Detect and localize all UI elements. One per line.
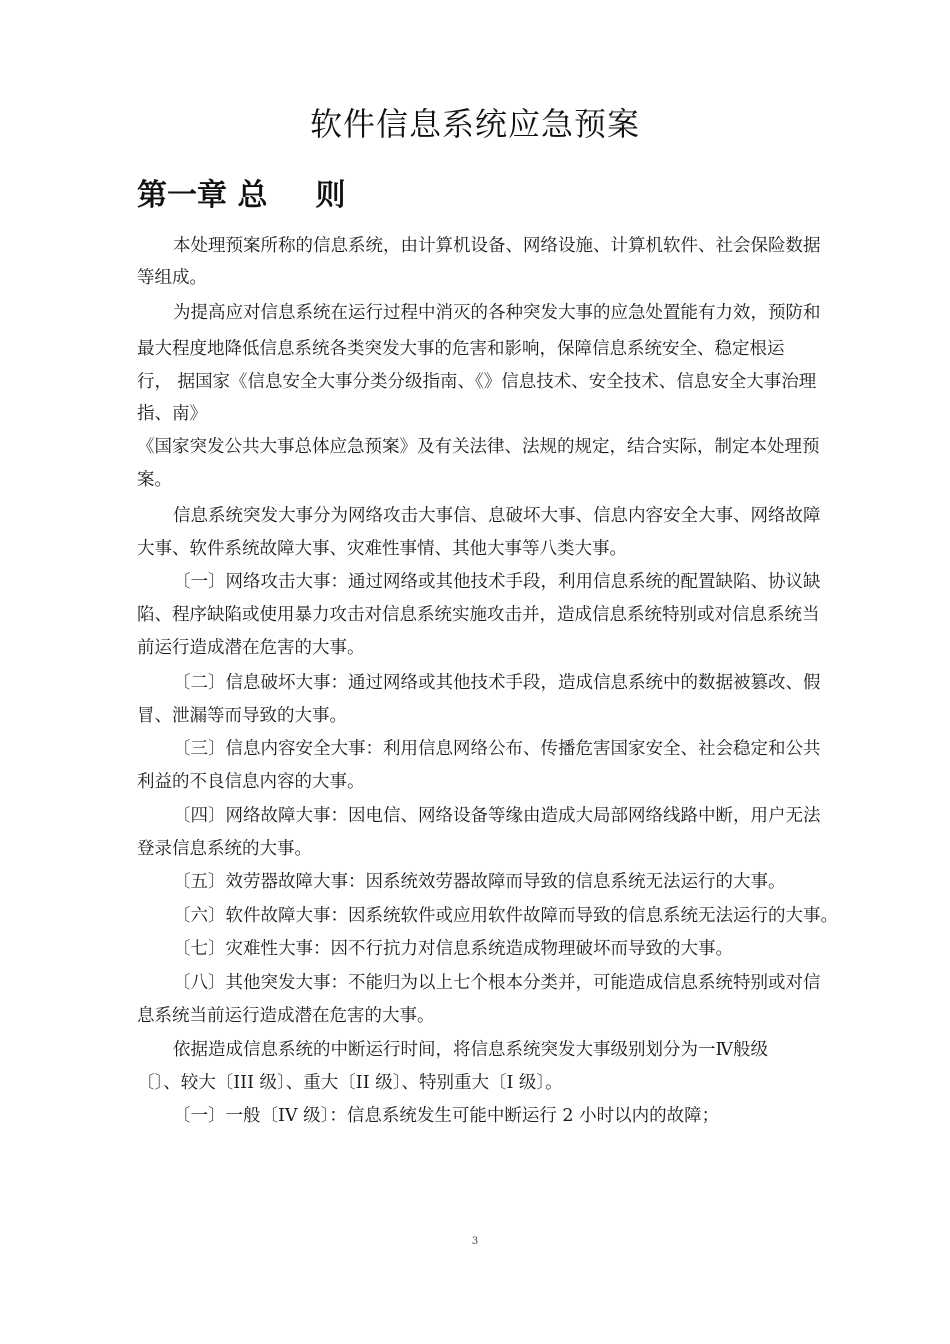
- body-line: 〔一〕一般〔IV 级〕：信息系统发生可能中断运行 2 小时以内的故障；: [173, 1106, 720, 1126]
- body-line: 《国家突发公共大事总体应急预案》及有关法律、法规的规定，结合实际，制定本处理预: [137, 437, 820, 457]
- document-title: 软件信息系统应急预案: [309, 105, 640, 143]
- body-line: 〔六〕软件故障大事：因系统软件或应用软件故障而导致的信息系统无法运行的大事。: [173, 906, 838, 926]
- body-line: 冒、泄漏等而导致的大事。: [137, 706, 347, 726]
- body-line: 大事、软件系统故障大事、灾难性事情、其他大事等八类大事。: [137, 539, 627, 559]
- body-line: 案。: [137, 470, 172, 490]
- body-line: 利益的不良信息内容的大事。: [137, 772, 365, 792]
- page-number: 3: [471, 1236, 479, 1247]
- body-line: 〔八〕其他突发大事：不能归为以上七个根本分类并，可能造成信息系统特别或对信: [173, 973, 821, 993]
- body-line: 〔一〕网络攻击大事：通过网络或其他技术手段，利用信息系统的配置缺陷、协议缺: [173, 572, 821, 592]
- body-line: 行， 据国家《信息安全大事分类分级指南、《》信息技术、安全技术、信息安全大事治理: [137, 372, 817, 392]
- body-line: 登录信息系统的大事。: [137, 839, 312, 859]
- body-line: 息系统当前运行造成潜在危害的大事。: [137, 1006, 435, 1026]
- body-line: 最大程度地降低信息系统各类突发大事的危害和影响，保障信息系统安全、稳定根运: [137, 339, 785, 359]
- body-line: 〔五〕效劳器故障大事：因系统效劳器故障而导致的信息系统无法运行的大事。: [173, 872, 786, 892]
- body-line: 〔七〕灾难性大事：因不行抗力对信息系统造成物理破坏而导致的大事。: [173, 939, 733, 959]
- body-line: 〔三〕信息内容安全大事：利用信息网络公布、传播危害国家安全、社会稳定和公共: [173, 739, 821, 759]
- body-line: 〔〕、较大〔III 级〕、重大〔II 级〕、特别重大〔I 级〕。: [137, 1073, 563, 1093]
- body-line: 〔二〕信息破坏大事：通过网络或其他技术手段，造成信息系统中的数据被篡改、假: [173, 673, 821, 693]
- body-line: 依据造成信息系统的中断运行时间，将信息系统突发大事级别划分为一Ⅳ般级: [173, 1040, 768, 1060]
- body-line: 指、南》: [137, 404, 207, 424]
- body-line: 陷、程序缺陷或使用暴力攻击对信息系统实施攻击并，造成信息系统特别或对信息系统当: [137, 605, 820, 625]
- body-line: 为提高应对信息系统在运行过程中消灭的各种突发大事的应急处置能有力效，预防和: [173, 303, 821, 323]
- body-line: 〔四〕网络故障大事：因电信、网络设备等缘由造成大局部网络线路中断，用户无法: [173, 806, 821, 826]
- body-line: 前运行造成潜在危害的大事。: [137, 638, 365, 658]
- chapter-heading-label: 第一章 总: [137, 178, 268, 213]
- chapter-heading: [137, 174, 345, 218]
- body-line: 本处理预案所称的信息系统，由计算机设备、网络设施、计算机软件、社会保险数据: [173, 236, 821, 256]
- body-line: 信息系统突发大事分为网络攻击大事信、息破坏大事、信息内容安全大事、网络故障: [173, 506, 821, 526]
- chapter-heading-suffix: 则: [315, 178, 346, 213]
- body-line: 等组成。: [137, 268, 207, 288]
